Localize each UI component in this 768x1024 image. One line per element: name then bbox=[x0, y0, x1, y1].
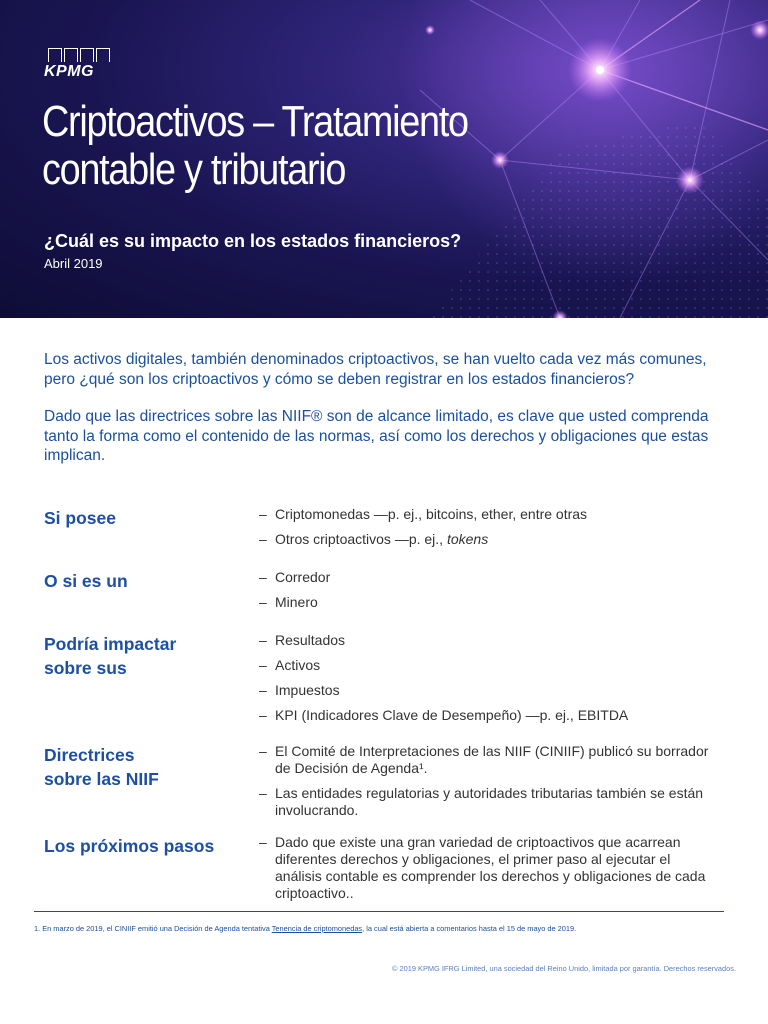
section-heading bbox=[44, 632, 244, 680]
list-item: – Criptomonedas —p. ej., bitcoins, ether, entre otras bbox=[259, 506, 709, 523]
section-heading: Los próximos pasos bbox=[44, 836, 215, 856]
section-list bbox=[259, 834, 709, 910]
list-item: – Impuestos bbox=[259, 682, 709, 699]
intro-paragraph-2: Dado que las directrices sobre las NIIF® son de alcance limitado, es clave que usted comprenda tanto la forma como el contenido de las normas, así como los derechos y obligaciones que estas implican. bbox=[44, 408, 709, 464]
section-heading-line-2: sobre las NIIF bbox=[44, 769, 159, 789]
list-item: – Resultados bbox=[259, 632, 709, 649]
footnote bbox=[34, 924, 734, 933]
section-list bbox=[259, 632, 709, 732]
kpmg-logo-text: KPMG bbox=[44, 63, 94, 80]
footnote-text-suffix: , la cual está abierta a comentarios hasta el 15 de mayo de 2019. bbox=[362, 924, 577, 933]
footnote-link[interactable]: Tenencia de criptomonedas bbox=[271, 924, 363, 933]
section-list bbox=[259, 743, 709, 827]
page-subtitle: ¿Cuál es su impacto en los estados financieros? bbox=[44, 231, 462, 251]
intro-text bbox=[44, 350, 734, 484]
list-item: – KPI (Indicadores Clave de Desempeño) —p. ej., EBITDA bbox=[259, 707, 709, 724]
list-item: – El Comité de Interpretaciones de las NIIF (CINIIF) publicó su borrador de Decisión de Agenda¹. bbox=[259, 743, 709, 777]
page-title-line-2: contable y tributario bbox=[42, 145, 346, 194]
list-item: – Corredor bbox=[259, 569, 709, 586]
list-item-italic-text: tokens bbox=[446, 531, 489, 547]
page-title-line-1: Criptoactivos – Tratamiento bbox=[42, 97, 468, 146]
publication-date: Abril 2019 bbox=[44, 256, 103, 271]
footnote-text-prefix: 1. En marzo de 2019, el CINIIF emitió una Decisión de Agenda tentativa bbox=[34, 924, 272, 933]
section-heading: Si posee bbox=[44, 508, 116, 528]
intro-paragraph-1: Los activos digitales, también denominados criptoactivos, se han vuelto cada vez más comunes, pero ¿qué son los criptoactivos y cómo se deben registrar en los estados financieros? bbox=[44, 351, 707, 388]
copyright-notice: © 2019 KPMG IFRG Limited, una sociedad del Reino Unido, limitada por garantía. Derechos reservados. bbox=[392, 964, 736, 973]
section-heading-line-1: Podría impactar bbox=[44, 634, 177, 654]
section-heading-line-2: sobre sus bbox=[44, 658, 127, 678]
section-list bbox=[259, 506, 709, 556]
page-title bbox=[42, 98, 506, 194]
section-heading: O si es un bbox=[44, 571, 128, 591]
list-item: – Las entidades regulatorias y autoridades tributarias también se están involucrando. bbox=[259, 785, 709, 819]
list-item: – Minero bbox=[259, 594, 709, 611]
list-item: – Dado que existe una gran variedad de criptoactivos que acarrean diferentes derechos y obligaciones, el primer paso al ejecutar el análisis contable es comprender los derechos y obligaciones de cada criptoactivo.. bbox=[259, 834, 709, 902]
kpmg-logo-boxes bbox=[48, 48, 110, 62]
hero-banner bbox=[0, 0, 768, 318]
section-list bbox=[259, 569, 709, 619]
list-item bbox=[259, 531, 709, 548]
list-item-text: Otros criptoactivos —p. ej., bbox=[275, 531, 447, 547]
footer-divider bbox=[34, 911, 724, 912]
section-heading bbox=[44, 743, 244, 791]
kpmg-logo bbox=[44, 48, 110, 81]
list-item: – Activos bbox=[259, 657, 709, 674]
section-heading-line-1: Directrices bbox=[44, 745, 135, 765]
